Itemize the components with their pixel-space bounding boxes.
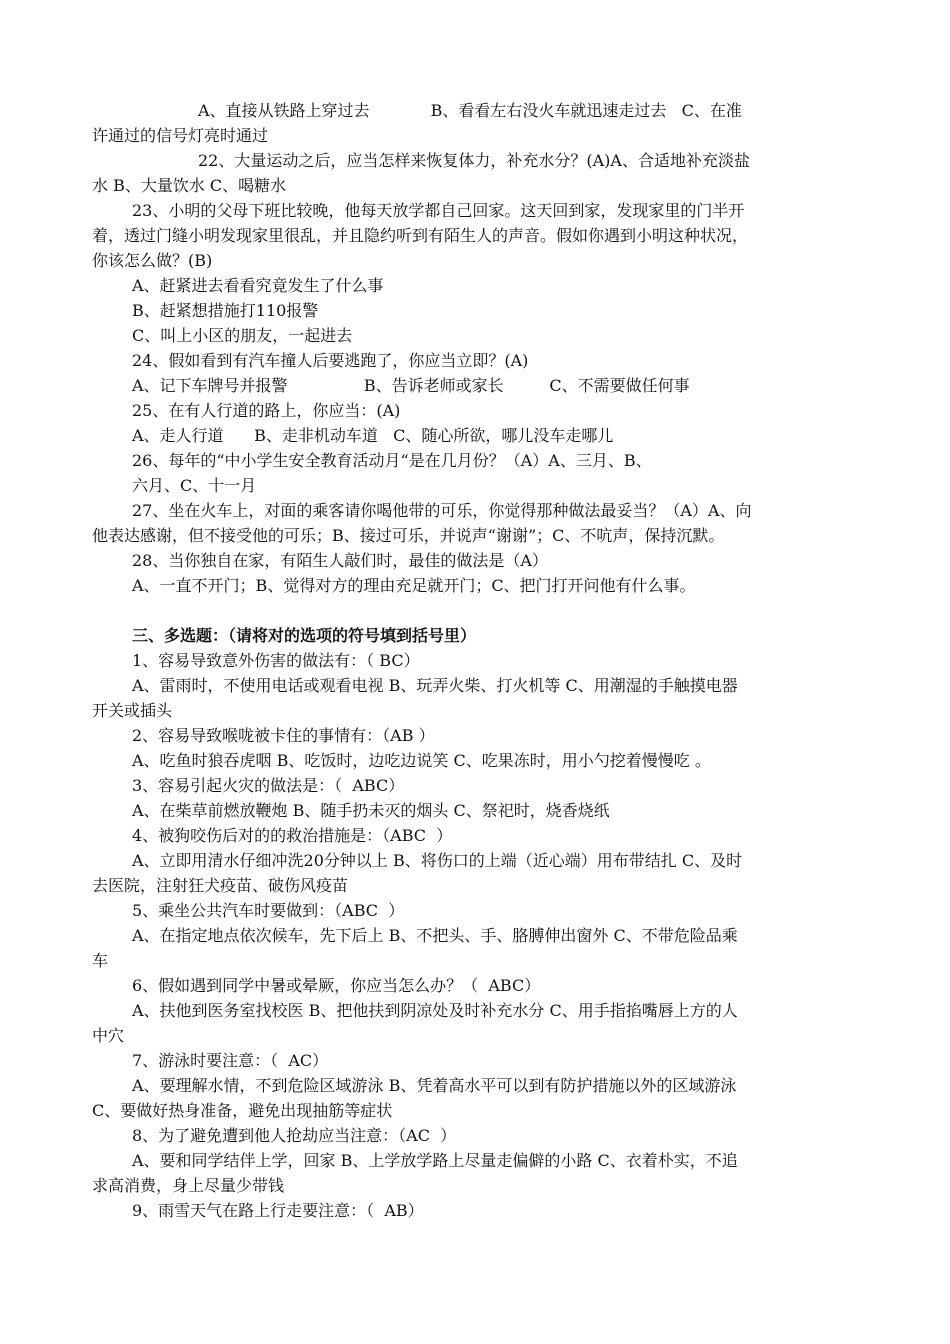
text-line: A、记下车牌号并报警 B、告诉老师或家长 C、不需要做任何事	[132, 376, 690, 395]
text-line: A、吃鱼时狼吞虎咽 B、吃饭时，边吃边说笑 C、吃果冻时，用小勺挖着慢慢吃 。	[132, 751, 711, 770]
text-line: C、要做好热身准备，避免出现抽筋等症状	[92, 1101, 393, 1120]
text-line: 8、为了避免遭到他人抢劫应当注意：（AC ）	[132, 1126, 457, 1145]
text-line: 6、假如遇到同学中暑或晕厥，你应当怎么办？（ ABC）	[132, 976, 541, 995]
text-line: 4、被狗咬伤后对的的救治措施是：（ABC ）	[132, 826, 453, 845]
text-line: 去医院，注射狂犬疫苗、破伤风疫苗	[92, 876, 349, 895]
text-line: 3、容易引起火灾的做法是：（ ABC）	[132, 776, 405, 795]
text-line: 许通过的信号灯亮时通过	[92, 126, 269, 145]
text-line: C、叫上小区的朋友，一起进去	[132, 326, 353, 345]
text-line: 求高消费，身上尽量少带钱	[92, 1176, 285, 1195]
section-heading: 三、多选题：（请将对的选项的符号填到括号里）	[132, 626, 477, 645]
text-line: 27、坐在火车上，对面的乘客请你喝他带的可乐，你觉得那种做法最妥当？（A）A、向	[132, 501, 752, 520]
text-line: 2、容易导致喉咙被卡住的事情有：（AB ）	[132, 726, 435, 745]
text-line: A、要理解水情，不到危险区域游泳 B、凭着高水平可以到有防护措施以外的区域游泳	[132, 1076, 737, 1095]
text-line: B、赶紧想措施打110报警	[132, 301, 319, 320]
text-line: 六月、C、十一月	[132, 476, 257, 495]
text-line: 28、当你独自在家，有陌生人敲们时，最佳的做法是（A）	[132, 551, 548, 570]
text-line: 22、大量运动之后，应当怎样来恢复体力，补充水分？(A)A、合适地补充淡盐	[198, 151, 750, 170]
text-line: 25、在有人行道的路上，你应当：(A)	[132, 401, 401, 420]
text-line: 着，透过门缝小明发现家里很乱，并且隐约听到有陌生人的声音。假如你遇到小明这种状况，	[92, 226, 749, 245]
text-line: 车	[92, 951, 109, 970]
text-line: 26、每年的“中小学生安全教育活动月“是在几月份？（A）A、三月、B、	[132, 451, 652, 470]
text-line: A、雷雨时，不使用电话或观看电视 B、玩弄火柴、打火机等 C、用潮湿的手触摸电器	[132, 676, 738, 695]
text-line: A、直接从铁路上穿过去 B、看看左右没火车就迅速走过去 C、在准	[198, 101, 742, 120]
text-line: 开关或插头	[92, 701, 173, 720]
text-line: A、赶紧进去看看究竟发生了什么事	[132, 276, 384, 295]
text-line: A、立即用清水仔细冲洗20分钟以上 B、将伤口的上端（近心端）用布带结扎 C、及时	[132, 851, 743, 870]
text-line: 24、假如看到有汽车撞人后要逃跑了，你应当立即？(A)	[132, 351, 529, 370]
text-line: 你该怎么做？(B)	[92, 251, 213, 270]
text-line: 9、雨雪天气在路上行走要注意：（ AB）	[132, 1201, 424, 1220]
text-line: A、一直不开门；B、觉得对方的理由充足就开门；C、把门打开问他有什么事。	[132, 576, 696, 595]
text-line: 水 B、大量饮水 C、喝糖水	[92, 176, 287, 195]
text-line: 中穴	[92, 1026, 125, 1045]
text-line: A、走人行道 B、走非机动车道 C、随心所欲，哪儿没车走哪儿	[132, 426, 614, 445]
text-line: 他表达感谢，但不接受他的可乐；B、接过可乐，并说声“谢谢”；C、不吭声，保持沉默。	[92, 526, 725, 545]
text-line: 5、乘坐公共汽车时要做到：（ABC ）	[132, 901, 405, 920]
text-line: A、扶他到医务室找校医 B、把他扶到阴凉处及时补充水分 C、用手指掐嘴唇上方的人	[132, 1001, 738, 1020]
text-line: 23、小明的父母下班比较晚，他每天放学都自己回家。这天回到家，发现家里的门半开	[132, 201, 745, 220]
text-line: A、要和同学结伴上学，回家 B、上学放学路上尽量走偏僻的小路 C、衣着朴实，不追	[132, 1151, 738, 1170]
text-line: A、在指定地点依次候车，先下后上 B、不把头、手、胳膊伸出窗外 C、不带危险品乘	[132, 926, 738, 945]
text-line: 1、容易导致意外伤害的做法有：（ BC）	[132, 651, 420, 670]
text-line: A、在柴草前燃放鞭炮 B、随手扔未灭的烟头 C、祭祀时，烧香烧纸	[132, 801, 610, 820]
text-line: 7、游泳时要注意：（ AC）	[132, 1051, 329, 1070]
